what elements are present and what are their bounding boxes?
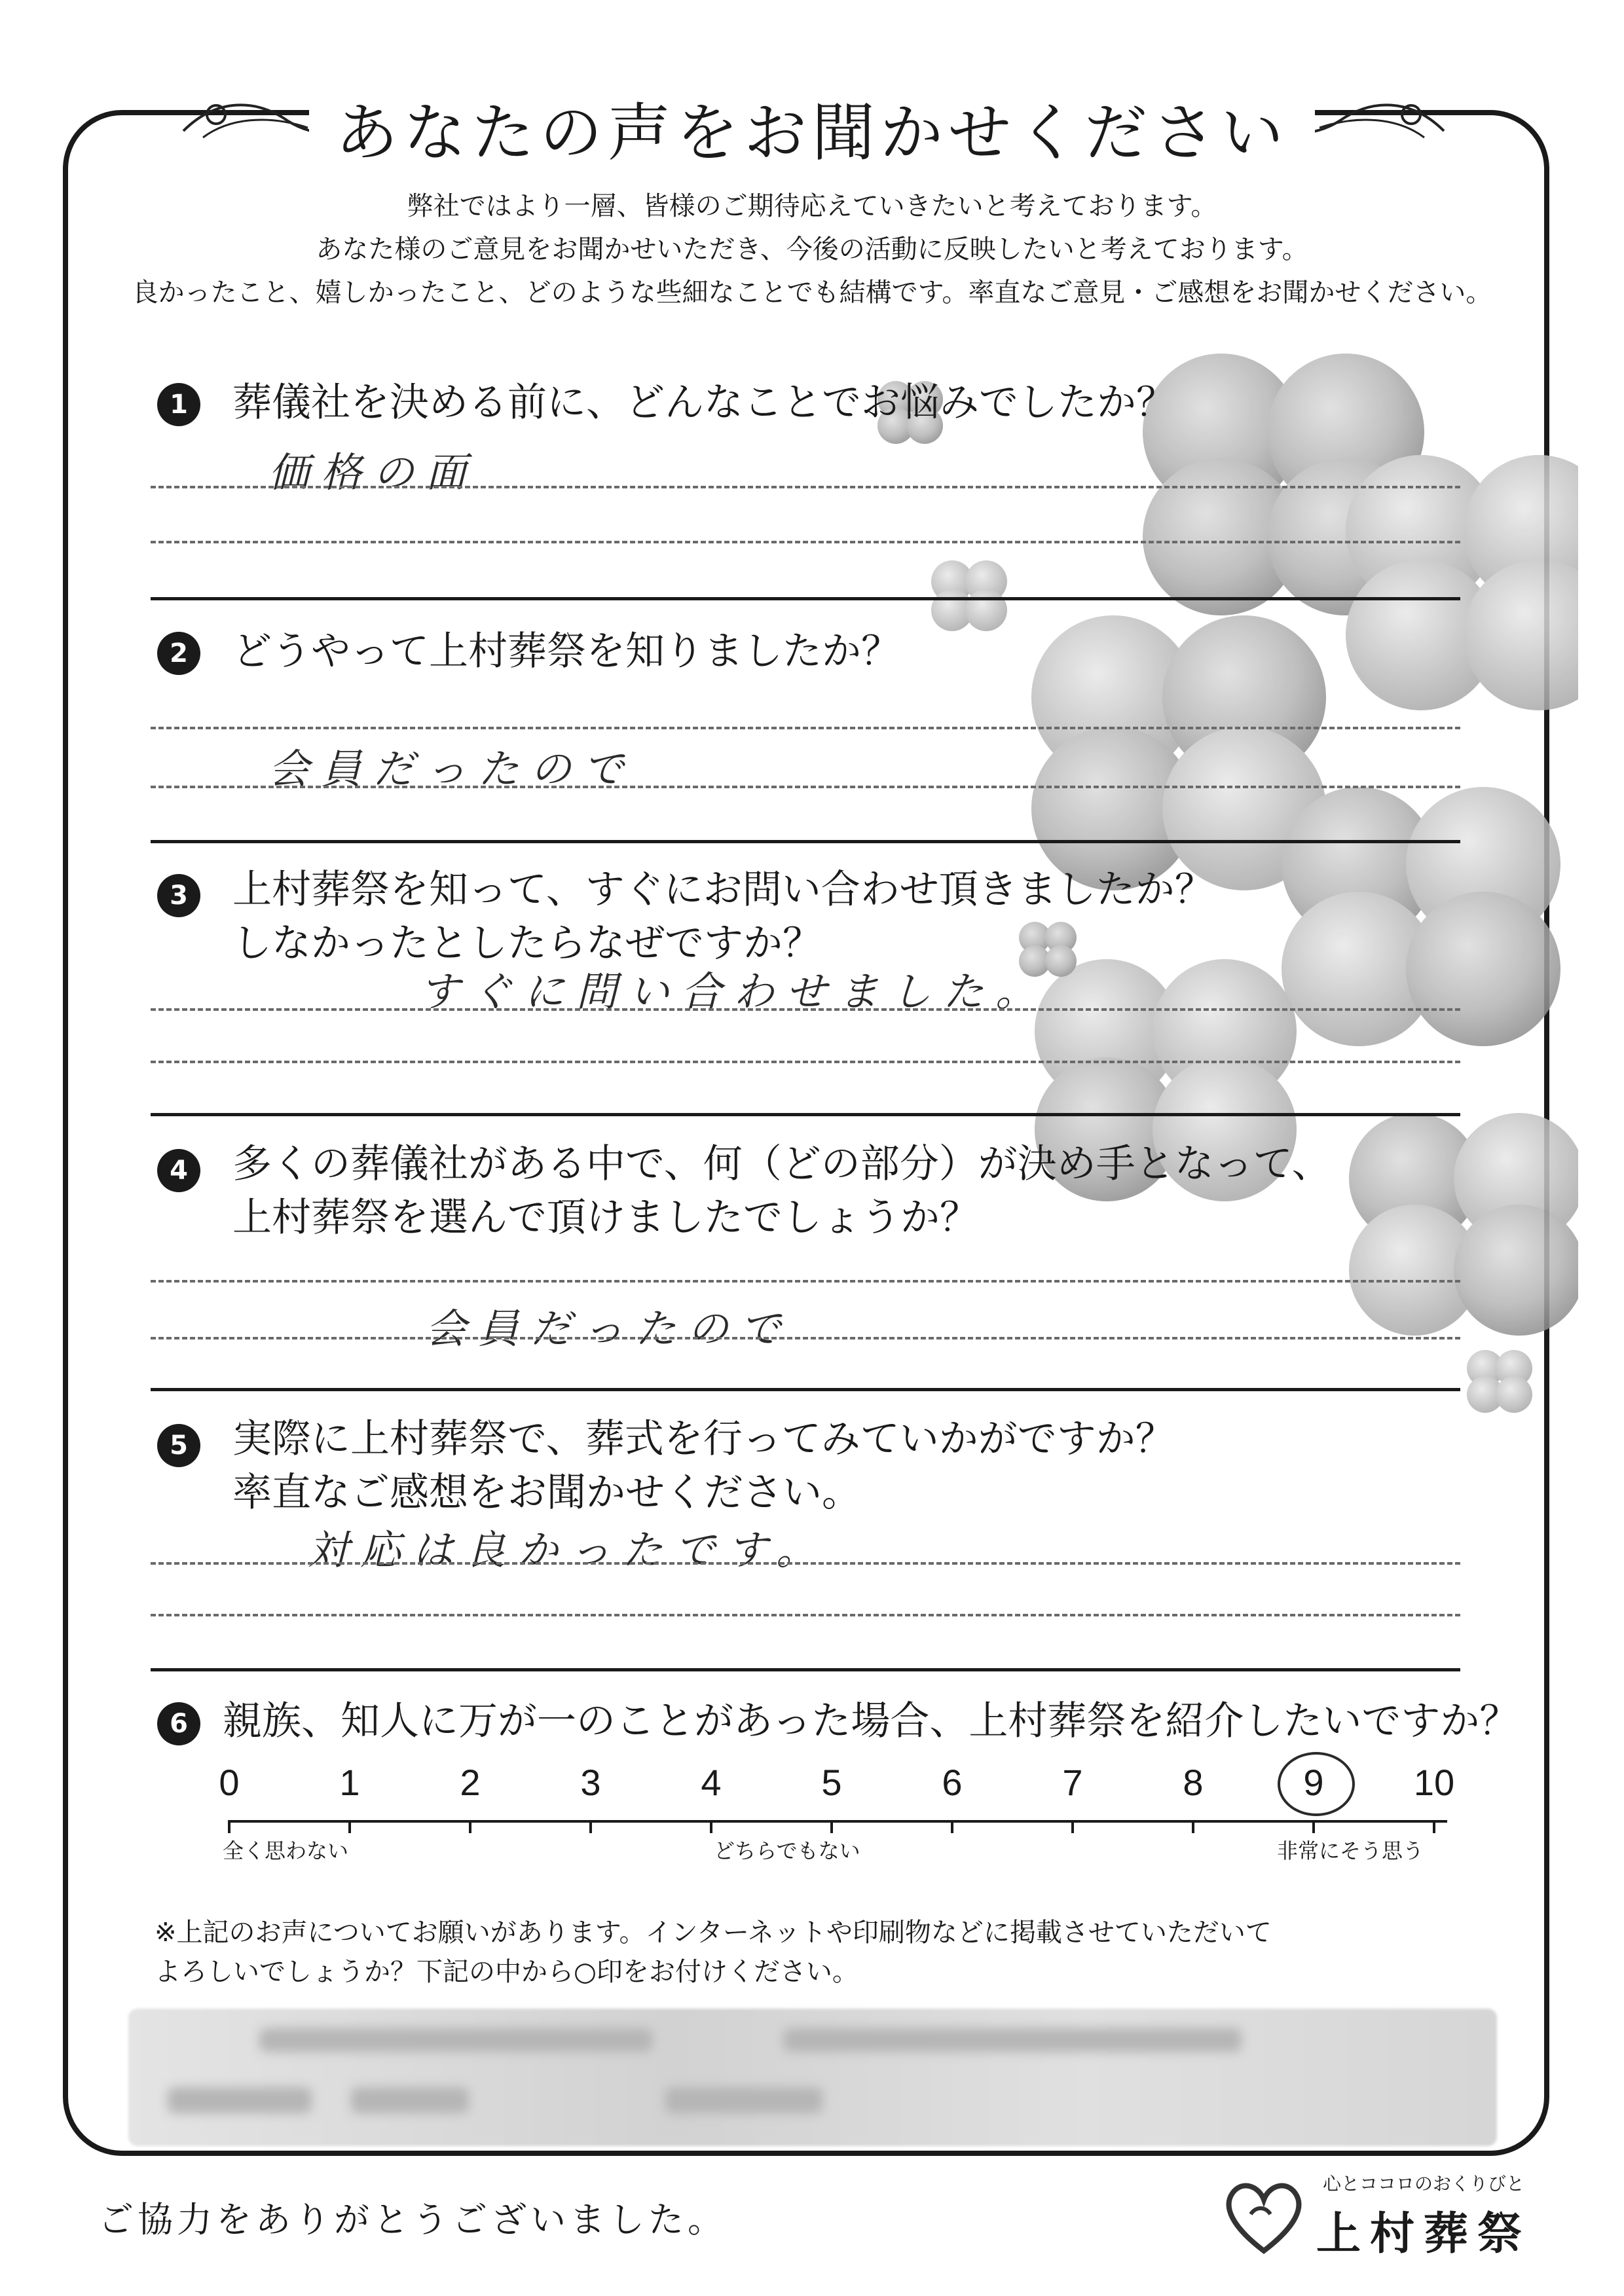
scale-label-mid: どちらでもない bbox=[714, 1838, 860, 1863]
redacted-text bbox=[783, 2028, 1242, 2052]
answer-5-handwriting: 対応は良かったです。 bbox=[308, 1526, 829, 1574]
scale-tick bbox=[348, 1820, 351, 1833]
title-area bbox=[0, 72, 1624, 183]
note-line-2: よろしいでしょうか？下記の中から○印をお付けください。 bbox=[155, 1957, 858, 1987]
answer-4-dotted-line bbox=[151, 1280, 1460, 1283]
answer-3-handwriting: すぐに問い合わせました。 bbox=[419, 968, 1048, 1015]
redacted-text bbox=[168, 2087, 312, 2113]
scale-axis-line bbox=[229, 1820, 1447, 1823]
scale-tick bbox=[830, 1820, 833, 1833]
divider-line bbox=[151, 1388, 1460, 1391]
logo-tagline: 心とココロのおくりびと bbox=[1323, 2173, 1525, 2195]
question-5-text-line-1: 実際に上村葬祭で、葬式を行ってみていかがですか？ bbox=[232, 1416, 1175, 1462]
scale-tick bbox=[589, 1820, 592, 1833]
scale-number-2: 2 bbox=[460, 1762, 481, 1803]
scale-number-5: 5 bbox=[821, 1762, 842, 1803]
scale-number-1: 1 bbox=[339, 1762, 360, 1803]
scale-number-0: 0 bbox=[219, 1762, 240, 1803]
publication-consent-note bbox=[155, 1913, 1272, 1992]
answer-5-dotted-line bbox=[151, 1562, 1460, 1565]
question-4-text-line-1: 多くの葬儀社がある中で、何（どの部分）が決め手となって、 bbox=[232, 1141, 1331, 1187]
redacted-text bbox=[351, 2087, 469, 2113]
question-5-number: 5 bbox=[157, 1424, 200, 1467]
divider-line bbox=[151, 840, 1460, 843]
note-line-1: ※上記のお声についてお願いがあります。インターネットや印刷物などに掲載させていただいて bbox=[155, 1918, 1272, 1948]
scale-tick bbox=[1433, 1820, 1435, 1833]
question-2-text: どうやって上村葬祭を知りましたか？ bbox=[232, 629, 900, 674]
scale-number-10: 10 bbox=[1413, 1762, 1455, 1803]
scale-number-6: 6 bbox=[942, 1762, 963, 1803]
answer-2-handwriting: 会員だったので bbox=[268, 745, 636, 793]
divider-line bbox=[151, 1113, 1460, 1116]
redacted-text bbox=[665, 2087, 822, 2113]
scale-number-3: 3 bbox=[580, 1762, 601, 1803]
answer-3-dotted-line bbox=[151, 1061, 1460, 1063]
recommendation-scale bbox=[219, 1761, 1455, 1866]
scale-tick bbox=[710, 1820, 712, 1833]
heart-logo-icon bbox=[1218, 2174, 1310, 2259]
divider-line bbox=[151, 1668, 1460, 1671]
scale-tick bbox=[1071, 1820, 1074, 1833]
scale-number-7: 7 bbox=[1062, 1762, 1083, 1803]
answer-4-handwriting: 会員だったので bbox=[426, 1305, 793, 1353]
question-5-text-line-2: 率直なご感想をお聞かせください。 bbox=[232, 1470, 861, 1516]
question-3-text-line-2: しなかったとしたらなぜですか？ bbox=[232, 920, 822, 966]
scale-label-high: 非常にそう思う bbox=[1277, 1838, 1424, 1863]
question-3-text-line-1: 上村葬祭を知って、すぐにお問い合わせ頂きましたか？ bbox=[232, 867, 1214, 913]
intro-text bbox=[0, 185, 1624, 314]
intro-line-3: 良かったこと、嬉しかったこと、どのような些細なことでも結構です。率直なご意見・ご感想をお聞かせください。 bbox=[132, 278, 1492, 308]
scale-number-9: 9 bbox=[1303, 1762, 1324, 1803]
scale-tick bbox=[1312, 1820, 1315, 1833]
answer-2-dotted-line bbox=[151, 786, 1460, 788]
answer-3-dotted-line bbox=[151, 1008, 1460, 1011]
question-1-text: 葬儀社を決める前に、どんなことでお悩みでしたか？ bbox=[232, 380, 1175, 426]
question-4-text-line-2: 上村葬祭を選んで頂けましたでしょうか？ bbox=[232, 1195, 979, 1241]
selected-score-circle bbox=[1278, 1752, 1355, 1816]
question-6-text: 親族、知人に万が一のことがあった場合、上村葬祭を紹介したいですか？ bbox=[223, 1698, 1519, 1744]
page-title: あなたの声をお聞かせください bbox=[309, 83, 1315, 173]
scale-tick bbox=[469, 1820, 471, 1833]
answer-5-dotted-line bbox=[151, 1614, 1460, 1616]
answer-2-dotted-line bbox=[151, 727, 1460, 729]
answer-1-dotted-line bbox=[151, 486, 1460, 488]
scale-tick bbox=[228, 1820, 231, 1833]
question-6-number: 6 bbox=[157, 1702, 200, 1745]
question-1-number: 1 bbox=[157, 383, 200, 426]
answer-1-handwriting: 価格の面 bbox=[268, 448, 479, 496]
answer-4-dotted-line bbox=[151, 1337, 1460, 1339]
thanks-message: ご協力をありがとうございました。 bbox=[98, 2199, 727, 2240]
scale-label-low: 全く思わない bbox=[223, 1838, 349, 1863]
redacted-text bbox=[259, 2028, 652, 2052]
intro-line-2: あなた様のご意見をお聞かせいただき、今後の活動に反映したいと考えております。 bbox=[316, 234, 1308, 264]
divider-line bbox=[151, 597, 1460, 600]
question-2-number: 2 bbox=[157, 632, 200, 675]
scale-tick bbox=[951, 1820, 953, 1833]
scale-tick bbox=[1192, 1820, 1194, 1833]
question-4-number: 4 bbox=[157, 1149, 200, 1192]
question-3-number: 3 bbox=[157, 874, 200, 917]
answer-1-dotted-line bbox=[151, 541, 1460, 543]
logo-company-name: 上村葬祭 bbox=[1316, 2208, 1532, 2260]
company-logo bbox=[1218, 2167, 1532, 2265]
redacted-consent-area bbox=[128, 2009, 1497, 2146]
intro-line-1: 弊社ではより一層、皆様のご期待応えていきたいと考えております。 bbox=[407, 191, 1217, 221]
scale-number-8: 8 bbox=[1183, 1762, 1204, 1803]
scale-number-4: 4 bbox=[701, 1762, 722, 1803]
